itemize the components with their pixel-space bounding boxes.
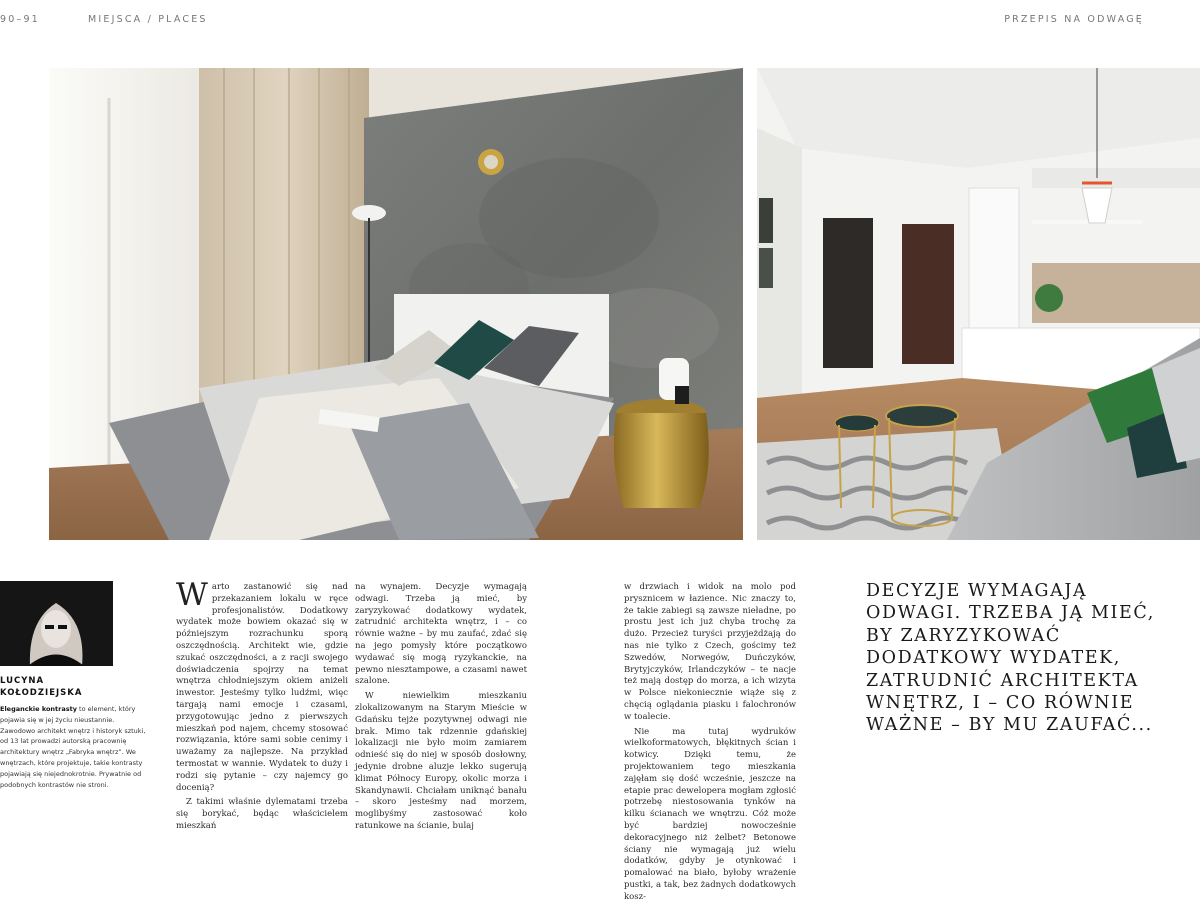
author-name xyxy=(0,675,110,699)
bedroom-photo xyxy=(49,68,743,540)
paragraph: Warto zastanowić się nad przekazaniem lokalu w ręce profesjonalistów. Dodatkowy wydatek może bowiem okazać się w późniejszym rozrachunku sporą oszczędnością. Architekt wie, gdzie szukać oszczędności, a z racji swojego doświadczenia spojrzy na temat wnętrza chłodniejszym okiem aniżeli inwestor. Jesteśmy tylko ludźmi, więc targają nami emocje i czasami, przygotowując jedno z pierwszych mieszkań pod najem, chcemy stosować rozwiązania, które sami sobie cenimy i uważamy za najlepsze. Na przykład termostat w wannie. Wydatek to duży i rodzi się pytanie – czy najemcy go docenią? xyxy=(176,577,348,793)
paragraph: W niewielkim mieszkaniu zlokalizowanym na Starym Mieście w Gdańsku tejże pozytywnej odwagi nie brak. Mimo tak rdzennie gdańskiej lokalizacji nie było moim zamiarem odnieść się do niej w sposób dosłowny, jedynie drobne aluzje lekko sugerują klimat Północy Europy, okolic morza i Skandynawii. Chciałam uniknąć banału – skoro jesteśmy nad morzem, moglibyśmy zastosować koło ratunkowe na ścianie, bulaj xyxy=(355,691,527,831)
author-portrait xyxy=(0,581,113,666)
pull-quote: DECYZJE WYMAGAJĄ ODWAGI. TRZEBA JĄ MIEĆ, BY ZARYZYKOWAĆ DODATKOWY WYDATEK, ZATRUDNIĆ ARCHITEKTA WNĘTRZ, I – CO RÓWNIE WAŻNE – BY MU ZAUFAĆ... xyxy=(866,581,1155,736)
bio-lead: Eleganckie kontrasty xyxy=(0,705,77,713)
article-column-1 xyxy=(176,577,348,836)
bio-text: to element, który pojawia się w jej życiu nieustannie. Zawodowo architekt wnętrz i historyk sztuki, od 13 lat prowadzi autorską pracownię architektury wnętrz „Fabryka wnętrz”. We wnętrzach, które projektuje, takie kontrasty pojawiają się niejednokrotnie. Prywatnie od podobnych kontrastów nie stroni. xyxy=(0,705,146,789)
drop-cap: W xyxy=(176,577,208,613)
living-room-photo xyxy=(757,68,1200,540)
author-last-name: KOŁODZIEJSKA xyxy=(0,688,83,698)
author-bio xyxy=(0,704,148,790)
section-label: MIEJSCA / PLACES xyxy=(88,14,208,25)
article-column-3 xyxy=(624,582,796,907)
paragraph: Z takimi właśnie dylematami trzeba się borykać, będąc właścicielem mieszkań xyxy=(176,797,348,831)
paragraph: na wynajem. Decyzje wymagają odwagi. Trzeba ją mieć, by zaryzykować dodatkowy wydatek, zatrudnić architekta wnętrz, i – co równie ważne – by mu zaufać, zdać się na jego pomysły które początkowo wydawać się mogą ryzykanckie, na pewno niesztampowe, a czasami nawet szalone. xyxy=(355,582,527,687)
author-first-name: LUCYNA xyxy=(0,676,45,686)
paragraph: Nie ma tutaj wydruków wielkoformatowych, błękitnych ścian i kotwicy. Dzięki temu, że projektowaniem tego mieszkania zajęłam się dość wcześnie, jeszcze na etapie prac dewelopera mogłam zgłosić potrzebę niestosowania tynków na kilku ścianach we wnętrzu. Cóż może być bardziej nowocześnie dekoracyjnego niż żelbet? Betonowe ściany nie wymagają już wielu dodatków, gdyby je otynkować i pomalować na biało, byłoby wrażenie pustki, a tak, bez żadnych dodatkowych kosz- xyxy=(624,726,796,902)
page-numbers: 90–91 xyxy=(0,14,40,25)
paragraph: w drzwiach i widok na molo pod prysznicem w łazience. Nic znaczy to, że takie zabiegi są zawsze nieładne, po prostu jest ich już chyba trochę za dużo. Przecież turyści przyjeżdżają do nas nie tylko z Czech, gościmy też Szwedów, Norwegów, Duńczyków, Brytyjczyków, Irlandczyków – te nacje też mają dostęp do morza, a ich wizyta w Polsce niekoniecznie wiąże się z chęcią oglądania piasku i falochronów w toalecie. xyxy=(624,582,796,722)
running-title: PRZEPIS NA ODWAGĘ xyxy=(1004,14,1144,25)
article-column-2 xyxy=(355,582,527,836)
